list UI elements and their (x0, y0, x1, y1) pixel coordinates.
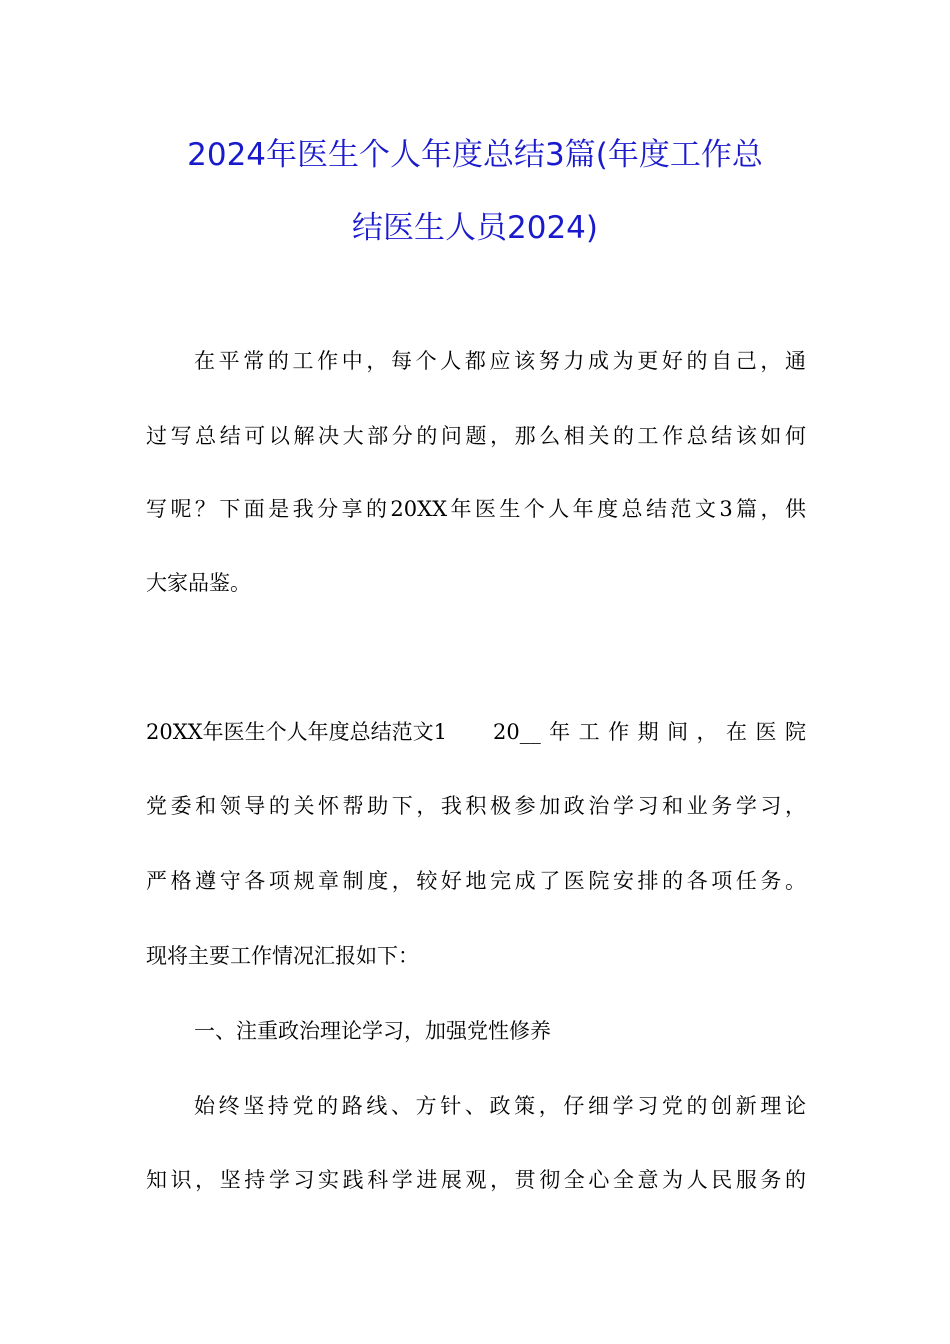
section1-first-line (146, 717, 806, 747)
intro-line-1: 在平常的工作中，每个人都应该努力成为更好的自己，通 (194, 349, 806, 373)
intro-line-2: 过写总结可以解决大部分的问题，那么相关的工作总结该如何 (146, 424, 806, 448)
document-title-line-1: 2024年医生个人年度总结3篇(年度工作总 (187, 137, 763, 173)
para3-line-1: 始终坚持党的路线、方针、政策，仔细学习党的创新理论 (194, 1094, 806, 1118)
section1-line-4: 现将主要工作情况汇报如下： (146, 944, 419, 968)
intro-line-4: 大家品鉴。 (146, 571, 251, 595)
heading-political-study: 一、注重政治理论学习，加强党性修养 (194, 1019, 551, 1043)
intro-line-3: 写呢？下面是我分享的20XX年医生个人年度总结范文3篇，供 (146, 497, 806, 521)
document-title-line-2: 结医生人员2024) (352, 210, 598, 246)
section1-line-2: 党委和领导的关怀帮助下，我积极参加政治学习和业务学习， (146, 794, 806, 818)
section1-line-3: 严格遵守各项规章制度，较好地完成了医院安排的各项任务。 (146, 869, 806, 893)
para3-line-2: 知识，坚持学习实践科学进展观，贯彻全心全意为人民服务的 (146, 1168, 806, 1192)
section1-line-1: 20__年工作期间，在医院 (492, 720, 806, 744)
section1-label: 20XX年医生个人年度总结范文1 (146, 720, 447, 744)
